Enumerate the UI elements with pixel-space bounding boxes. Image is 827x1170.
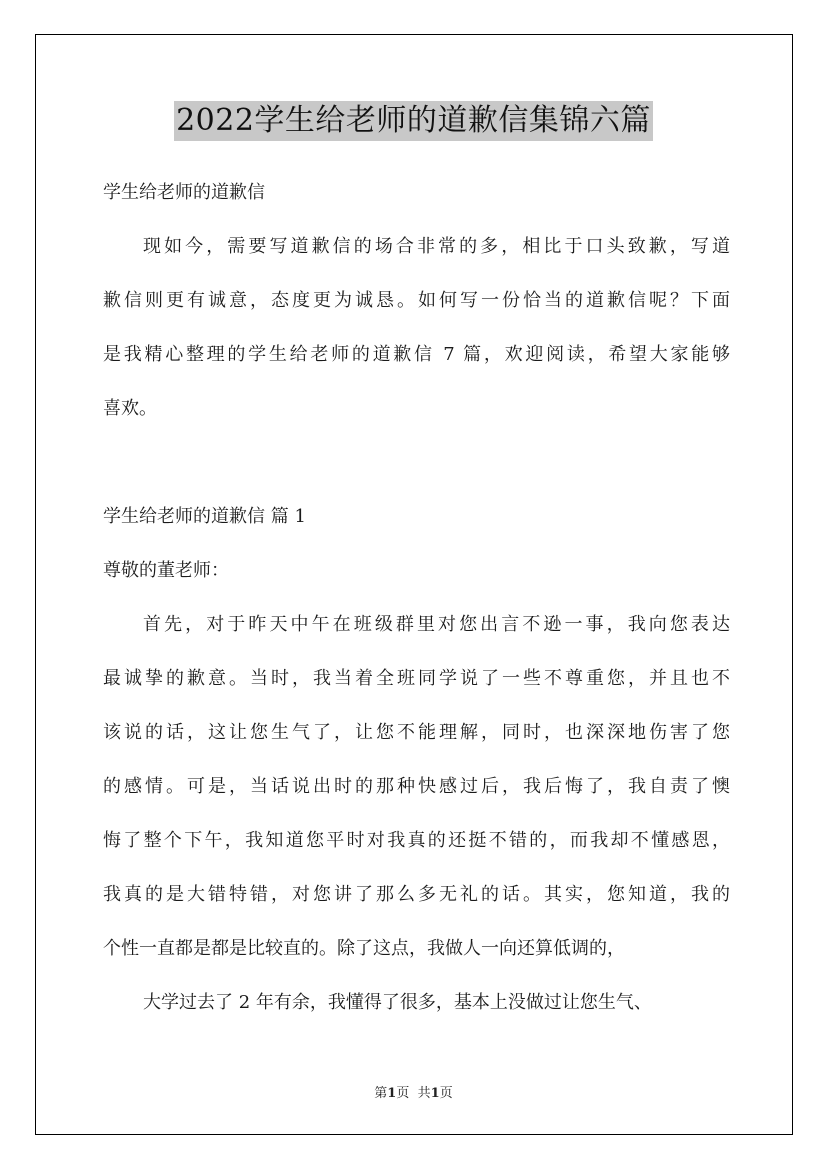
footer-total-suffix: 页 — [439, 1086, 453, 1101]
intro-line: 喜欢。 — [103, 398, 157, 419]
paragraph-spacer — [103, 442, 730, 496]
body-line: 悔了整个下午，我知道您平时对我真的还挺不错的，而我却不懂感恩， — [103, 830, 730, 851]
body-line: 该说的话，这让您生气了，让您不能理解，同时，也深深地伤害了您 — [103, 722, 730, 743]
body-line: 大学过去了 2 年有余，我懂得了很多，基本上没做过让您生气、 — [143, 992, 652, 1013]
body-line: 最诚挚的歉意。当时，我当着全班同学说了一些不尊重您，并且也不 — [103, 668, 730, 689]
intro-line: 歉信则更有诚意，态度更为诚恳。如何写一份恰当的道歉信呢？下面 — [103, 290, 730, 311]
body-line: 个性一直都是都是比较直的。除了这点，我做人一向还算低调的， — [103, 938, 625, 959]
footer-total-number: 1 — [430, 1086, 440, 1101]
page-footer — [0, 1082, 827, 1101]
body-line: 的感情。可是，当话说出时的那种快感过后，我后悔了，我自责了懊 — [103, 776, 730, 797]
salutation: 尊敬的董老师： — [103, 560, 229, 581]
intro-heading: 学生给老师的道歉信 — [103, 182, 265, 203]
document-body — [103, 172, 730, 1036]
intro-line: 现如今，需要写道歉信的场合非常的多，相比于口头致歉，写道 — [143, 236, 730, 257]
footer-page-number: 1 — [387, 1086, 397, 1101]
footer-total-prefix: 共 — [417, 1086, 431, 1101]
document-title: 2022学生给老师的道歉信集锦六篇 — [174, 101, 653, 141]
footer-page-prefix: 第 — [374, 1086, 388, 1101]
intro-line: 是我精心整理的学生给老师的道歉信 7 篇，欢迎阅读，希望大家能够 — [103, 344, 730, 365]
title-container — [0, 101, 827, 141]
body-line: 我真的是大错特错，对您讲了那么多无礼的话。其实，您知道，我的 — [103, 884, 730, 905]
section-heading: 学生给老师的道歉信 篇 1 — [103, 506, 306, 527]
footer-page-suffix: 页 — [396, 1086, 410, 1101]
body-line: 首先，对于昨天中午在班级群里对您出言不逊一事，我向您表达 — [143, 614, 730, 635]
